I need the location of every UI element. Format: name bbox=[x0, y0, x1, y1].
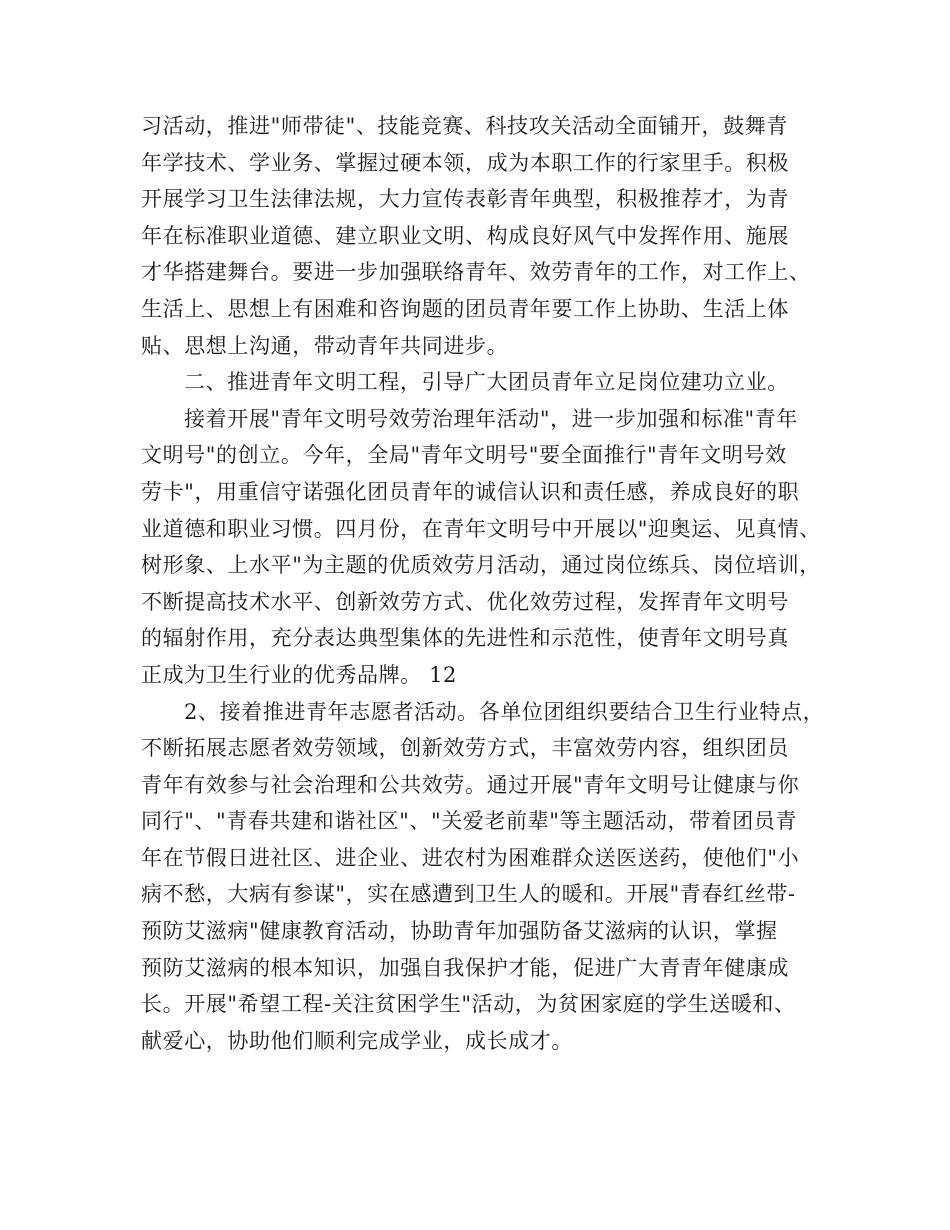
text-line: 年在标准职业道德、建立职业文明、构成良好风气中发挥作用、施展 bbox=[141, 223, 789, 248]
paragraph-youth-civilization bbox=[141, 401, 841, 694]
text-line: 劳卡"，用重信守诺强化团员青年的诚信认识和责任感，养成良好的职 bbox=[141, 479, 800, 504]
text-line: 病不愁，大病有参谋"，实在感遭到卫生人的暖和。开展"青春红丝带- bbox=[141, 882, 796, 907]
text-line: 的辐射作用，充分表达典型集体的先进性和示范性，使青年文明号真 bbox=[141, 626, 789, 651]
heading-line: 二、推进青年文明工程，引导广大团员青年立足岗位建功立业。 bbox=[184, 370, 789, 395]
document-body bbox=[141, 108, 841, 1059]
text-line: 2、接着推进青年志愿者活动。各单位团组织要结合卫生行业特点， bbox=[184, 699, 825, 724]
text-line: 习活动，推进"师带徒"、技能竞赛、科技攻关活动全面铺开，鼓舞青 bbox=[141, 114, 788, 138]
text-line: 文明号"的创立。今年，全局"青年文明号"要全面推行"青年文明号效 bbox=[141, 443, 787, 468]
text-line: 预防艾滋病"健康教育活动，协助青年加强防备艾滋病的认识，掌握 bbox=[141, 919, 778, 944]
text-line: 贴、思想上沟通，带动青年共同进步。 bbox=[141, 333, 509, 358]
text-line: 业道德和职业习惯。四月份，在青年文明号中开展以"迎奥运、见真情、 bbox=[141, 516, 821, 541]
text-line: 开展学习卫生法律法规，大力宣传表彰青年典型，积极推荐才，为青 bbox=[141, 187, 789, 212]
text-line: 年学技术、学业务、掌握过硬本领，成为本职工作的行家里手。积极 bbox=[141, 150, 789, 175]
text-line: 长。开展"希望工程-关注贫困学生"活动，为贫困家庭的学生送暖和、 bbox=[141, 992, 796, 1017]
paragraph-continuation bbox=[141, 108, 841, 364]
text-line: 树形象、上水平"为主题的优质效劳月活动，通过岗位练兵、岗位培训， bbox=[141, 553, 821, 578]
text-line: 献爱心，协助他们顺利完成学业，成长成才。 bbox=[141, 1028, 573, 1053]
paragraph-volunteer-activities bbox=[141, 694, 841, 1060]
section-heading bbox=[141, 364, 841, 401]
text-line: 接着开展"青年文明号效劳治理年活动"，进一步加强和标准"青年 bbox=[184, 406, 798, 431]
text-line: 正成为卫生行业的优秀品牌。 12 bbox=[141, 662, 457, 687]
text-line: 预防艾滋病的根本知识，加强自我保护才能，促进广大青青年健康成 bbox=[141, 955, 789, 980]
text-line: 不断拓展志愿者效劳领域，创新效劳方式，丰富效劳内容，组织团员 bbox=[141, 736, 789, 761]
text-line: 生活上、思想上有困难和咨询题的团员青年要工作上协助、生活上体 bbox=[141, 296, 789, 321]
text-line: 青年有效参与社会治理和公共效劳。通过开展"青年文明号让健康与你 bbox=[141, 772, 800, 797]
text-line: 才华搭建舞台。要进一步加强联络青年、效劳青年的工作，对工作上、 bbox=[141, 260, 811, 285]
text-line: 同行"、"青春共建和谐社区"、"关爱老前辈"等主题活动，带着团员青 bbox=[141, 809, 798, 834]
text-line: 年在节假日进社区、进企业、进农村为困难群众送医送药，使他们"小 bbox=[141, 845, 800, 870]
text-line: 不断提高技术水平、创新效劳方式、优化效劳过程，发挥青年文明号 bbox=[141, 589, 789, 614]
